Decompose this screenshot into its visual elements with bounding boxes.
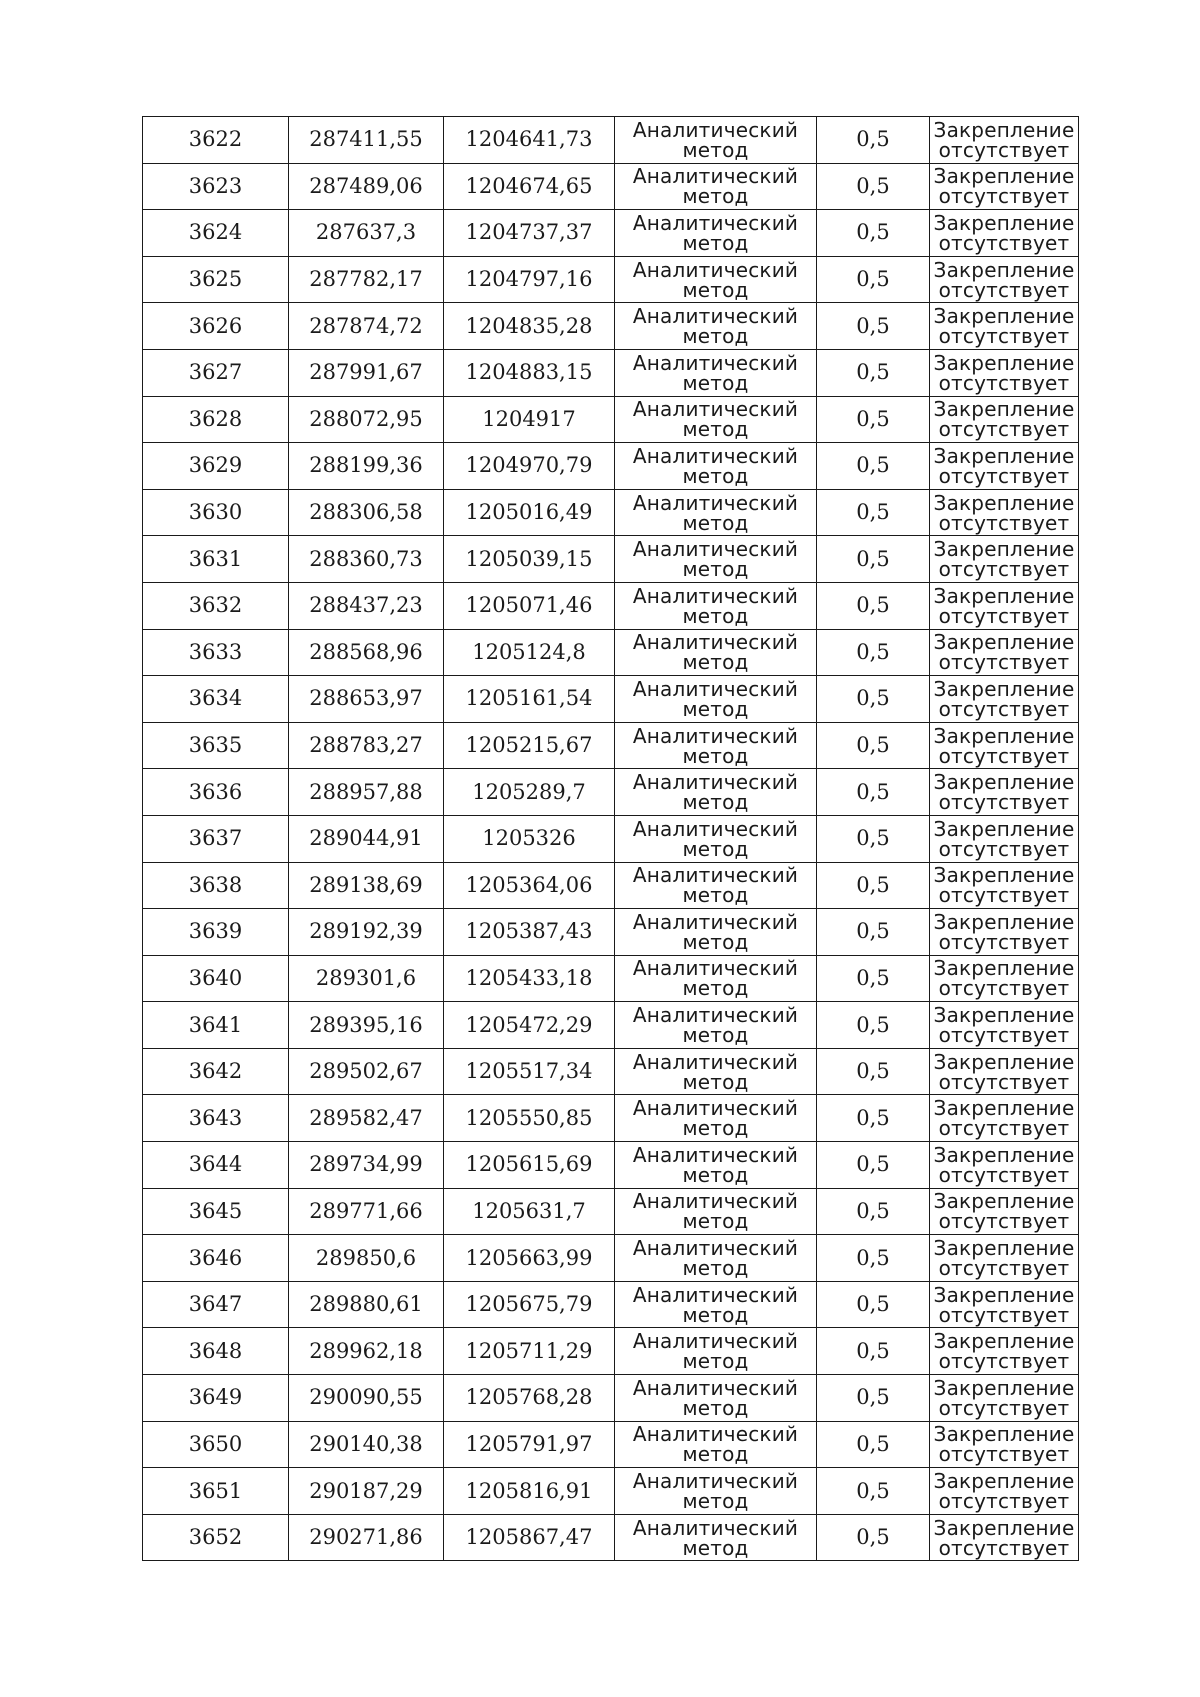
table-row (143, 582, 1079, 629)
cell-point-number: 3630 (143, 489, 289, 536)
cell-x-coordinate: 288072,95 (289, 396, 444, 443)
cell-fixing-status: Закрепление отсутствует (930, 163, 1079, 210)
cell-x-coordinate: 288653,97 (289, 676, 444, 723)
cell-accuracy: 0,5 (817, 349, 930, 396)
table-row (143, 629, 1079, 676)
cell-fixing-status: Закрепление отсутствует (930, 1328, 1079, 1375)
cell-point-number: 3629 (143, 443, 289, 490)
cell-y-coordinate: 1205364,06 (444, 862, 615, 909)
table-row (143, 909, 1079, 956)
cell-point-number: 3640 (143, 955, 289, 1002)
cell-x-coordinate: 288437,23 (289, 582, 444, 629)
cell-fixing-status: Закрепление отсутствует (930, 489, 1079, 536)
table-row (143, 815, 1079, 862)
cell-point-number: 3631 (143, 536, 289, 583)
cell-x-coordinate: 287637,3 (289, 210, 444, 257)
cell-x-coordinate: 288199,36 (289, 443, 444, 490)
cell-point-number: 3641 (143, 1002, 289, 1049)
cell-fixing-status: Закрепление отсутствует (930, 1281, 1079, 1328)
cell-method: Аналитический метод (615, 1281, 817, 1328)
cell-method: Аналитический метод (615, 443, 817, 490)
cell-fixing-status: Закрепление отсутствует (930, 1188, 1079, 1235)
cell-method: Аналитический метод (615, 955, 817, 1002)
cell-fixing-status: Закрепление отсутствует (930, 443, 1079, 490)
table-row (143, 117, 1079, 164)
cell-y-coordinate: 1204641,73 (444, 117, 615, 164)
table-row (143, 1421, 1079, 1468)
cell-method: Аналитический метод (615, 1142, 817, 1189)
cell-accuracy: 0,5 (817, 1468, 930, 1515)
cell-y-coordinate: 1205517,34 (444, 1048, 615, 1095)
table-row (143, 1375, 1079, 1422)
cell-fixing-status: Закрепление отсутствует (930, 862, 1079, 909)
cell-method: Аналитический метод (615, 1375, 817, 1422)
cell-x-coordinate: 289771,66 (289, 1188, 444, 1235)
cell-method: Аналитический метод (615, 163, 817, 210)
table-row (143, 676, 1079, 723)
cell-fixing-status: Закрепление отсутствует (930, 1421, 1079, 1468)
cell-x-coordinate: 287411,55 (289, 117, 444, 164)
cell-method: Аналитический метод (615, 676, 817, 723)
cell-x-coordinate: 289138,69 (289, 862, 444, 909)
cell-fixing-status: Закрепление отсутствует (930, 909, 1079, 956)
cell-point-number: 3648 (143, 1328, 289, 1375)
cell-x-coordinate: 289192,39 (289, 909, 444, 956)
cell-fixing-status: Закрепление отсутствует (930, 676, 1079, 723)
cell-y-coordinate: 1205472,29 (444, 1002, 615, 1049)
table-row (143, 303, 1079, 350)
cell-fixing-status: Закрепление отсутствует (930, 536, 1079, 583)
cell-accuracy: 0,5 (817, 1095, 930, 1142)
table-row (143, 722, 1079, 769)
cell-y-coordinate: 1205039,15 (444, 536, 615, 583)
cell-method: Аналитический метод (615, 303, 817, 350)
cell-x-coordinate: 288568,96 (289, 629, 444, 676)
cell-accuracy: 0,5 (817, 443, 930, 490)
cell-x-coordinate: 289301,6 (289, 955, 444, 1002)
cell-y-coordinate: 1204970,79 (444, 443, 615, 490)
table-row (143, 1095, 1079, 1142)
cell-y-coordinate: 1205631,7 (444, 1188, 615, 1235)
cell-accuracy: 0,5 (817, 1002, 930, 1049)
cell-x-coordinate: 289880,61 (289, 1281, 444, 1328)
cell-method: Аналитический метод (615, 1328, 817, 1375)
table-row (143, 443, 1079, 490)
cell-accuracy: 0,5 (817, 1048, 930, 1095)
cell-method: Аналитический метод (615, 1188, 817, 1235)
table-body (143, 117, 1079, 1561)
cell-fixing-status: Закрепление отсутствует (930, 1514, 1079, 1561)
table-row (143, 536, 1079, 583)
cell-x-coordinate: 289850,6 (289, 1235, 444, 1282)
cell-x-coordinate: 287489,06 (289, 163, 444, 210)
cell-y-coordinate: 1205016,49 (444, 489, 615, 536)
cell-y-coordinate: 1205663,99 (444, 1235, 615, 1282)
cell-accuracy: 0,5 (817, 1235, 930, 1282)
cell-method: Аналитический метод (615, 582, 817, 629)
cell-point-number: 3623 (143, 163, 289, 210)
cell-accuracy: 0,5 (817, 815, 930, 862)
table-row (143, 396, 1079, 443)
cell-accuracy: 0,5 (817, 1328, 930, 1375)
cell-method: Аналитический метод (615, 1421, 817, 1468)
cell-x-coordinate: 288360,73 (289, 536, 444, 583)
cell-accuracy: 0,5 (817, 722, 930, 769)
cell-accuracy: 0,5 (817, 769, 930, 816)
table-row (143, 1188, 1079, 1235)
cell-y-coordinate: 1205711,29 (444, 1328, 615, 1375)
table-row (143, 489, 1079, 536)
cell-x-coordinate: 290140,38 (289, 1421, 444, 1468)
cell-method: Аналитический метод (615, 396, 817, 443)
cell-x-coordinate: 289502,67 (289, 1048, 444, 1095)
table-row (143, 210, 1079, 257)
cell-accuracy: 0,5 (817, 1281, 930, 1328)
cell-y-coordinate: 1204883,15 (444, 349, 615, 396)
cell-point-number: 3624 (143, 210, 289, 257)
table-row (143, 955, 1079, 1002)
cell-fixing-status: Закрепление отсутствует (930, 769, 1079, 816)
cell-fixing-status: Закрепление отсутствует (930, 1468, 1079, 1515)
cell-accuracy: 0,5 (817, 1375, 930, 1422)
table-row (143, 862, 1079, 909)
cell-fixing-status: Закрепление отсутствует (930, 722, 1079, 769)
cell-method: Аналитический метод (615, 117, 817, 164)
cell-fixing-status: Закрепление отсутствует (930, 303, 1079, 350)
cell-y-coordinate: 1204797,16 (444, 256, 615, 303)
cell-accuracy: 0,5 (817, 1421, 930, 1468)
cell-accuracy: 0,5 (817, 1514, 930, 1561)
cell-y-coordinate: 1205289,7 (444, 769, 615, 816)
cell-method: Аналитический метод (615, 909, 817, 956)
cell-point-number: 3625 (143, 256, 289, 303)
cell-fixing-status: Закрепление отсутствует (930, 1235, 1079, 1282)
cell-y-coordinate: 1205550,85 (444, 1095, 615, 1142)
cell-point-number: 3644 (143, 1142, 289, 1189)
cell-fixing-status: Закрепление отсутствует (930, 210, 1079, 257)
cell-point-number: 3647 (143, 1281, 289, 1328)
cell-accuracy: 0,5 (817, 676, 930, 723)
table-row (143, 349, 1079, 396)
cell-point-number: 3636 (143, 769, 289, 816)
cell-y-coordinate: 1204835,28 (444, 303, 615, 350)
cell-fixing-status: Закрепление отсутствует (930, 815, 1079, 862)
cell-method: Аналитический метод (615, 210, 817, 257)
cell-point-number: 3628 (143, 396, 289, 443)
table-row (143, 256, 1079, 303)
cell-accuracy: 0,5 (817, 536, 930, 583)
cell-method: Аналитический метод (615, 1468, 817, 1515)
cell-accuracy: 0,5 (817, 582, 930, 629)
cell-method: Аналитический метод (615, 1235, 817, 1282)
cell-y-coordinate: 1205161,54 (444, 676, 615, 723)
cell-x-coordinate: 290090,55 (289, 1375, 444, 1422)
cell-point-number: 3642 (143, 1048, 289, 1095)
cell-x-coordinate: 288783,27 (289, 722, 444, 769)
cell-accuracy: 0,5 (817, 955, 930, 1002)
table-row (143, 769, 1079, 816)
cell-point-number: 3635 (143, 722, 289, 769)
cell-accuracy: 0,5 (817, 629, 930, 676)
cell-point-number: 3651 (143, 1468, 289, 1515)
table-row (143, 1514, 1079, 1561)
cell-method: Аналитический метод (615, 722, 817, 769)
cell-y-coordinate: 1205791,97 (444, 1421, 615, 1468)
cell-method: Аналитический метод (615, 862, 817, 909)
cell-y-coordinate: 1205387,43 (444, 909, 615, 956)
cell-method: Аналитический метод (615, 769, 817, 816)
cell-accuracy: 0,5 (817, 256, 930, 303)
table-row (143, 1048, 1079, 1095)
cell-y-coordinate: 1205071,46 (444, 582, 615, 629)
cell-x-coordinate: 287874,72 (289, 303, 444, 350)
cell-accuracy: 0,5 (817, 210, 930, 257)
cell-x-coordinate: 287991,67 (289, 349, 444, 396)
cell-method: Аналитический метод (615, 1048, 817, 1095)
cell-point-number: 3626 (143, 303, 289, 350)
cell-fixing-status: Закрепление отсутствует (930, 256, 1079, 303)
cell-accuracy: 0,5 (817, 489, 930, 536)
table-row (143, 1002, 1079, 1049)
cell-y-coordinate: 1205615,69 (444, 1142, 615, 1189)
cell-x-coordinate: 287782,17 (289, 256, 444, 303)
cell-y-coordinate: 1205768,28 (444, 1375, 615, 1422)
cell-fixing-status: Закрепление отсутствует (930, 629, 1079, 676)
cell-point-number: 3633 (143, 629, 289, 676)
cell-accuracy: 0,5 (817, 1188, 930, 1235)
cell-fixing-status: Закрепление отсутствует (930, 1142, 1079, 1189)
cell-fixing-status: Закрепление отсутствует (930, 582, 1079, 629)
cell-point-number: 3639 (143, 909, 289, 956)
table-row (143, 1468, 1079, 1515)
cell-x-coordinate: 290271,86 (289, 1514, 444, 1561)
table-row (143, 1328, 1079, 1375)
cell-x-coordinate: 290187,29 (289, 1468, 444, 1515)
coordinates-table (142, 116, 1079, 1561)
cell-x-coordinate: 289734,99 (289, 1142, 444, 1189)
cell-fixing-status: Закрепление отсутствует (930, 1048, 1079, 1095)
cell-x-coordinate: 289582,47 (289, 1095, 444, 1142)
cell-fixing-status: Закрепление отсутствует (930, 396, 1079, 443)
cell-method: Аналитический метод (615, 1095, 817, 1142)
cell-method: Аналитический метод (615, 815, 817, 862)
cell-accuracy: 0,5 (817, 396, 930, 443)
cell-point-number: 3646 (143, 1235, 289, 1282)
cell-accuracy: 0,5 (817, 303, 930, 350)
cell-y-coordinate: 1204917 (444, 396, 615, 443)
cell-y-coordinate: 1205326 (444, 815, 615, 862)
cell-accuracy: 0,5 (817, 117, 930, 164)
cell-fixing-status: Закрепление отсутствует (930, 349, 1079, 396)
cell-y-coordinate: 1205675,79 (444, 1281, 615, 1328)
cell-x-coordinate: 289044,91 (289, 815, 444, 862)
cell-accuracy: 0,5 (817, 909, 930, 956)
cell-x-coordinate: 289395,16 (289, 1002, 444, 1049)
cell-y-coordinate: 1205124,8 (444, 629, 615, 676)
cell-point-number: 3622 (143, 117, 289, 164)
cell-method: Аналитический метод (615, 349, 817, 396)
cell-point-number: 3643 (143, 1095, 289, 1142)
table-row (143, 1235, 1079, 1282)
cell-fixing-status: Закрепление отсутствует (930, 1375, 1079, 1422)
table-row (143, 1142, 1079, 1189)
table-row (143, 163, 1079, 210)
cell-y-coordinate: 1205867,47 (444, 1514, 615, 1561)
cell-y-coordinate: 1205816,91 (444, 1468, 615, 1515)
cell-method: Аналитический метод (615, 489, 817, 536)
cell-fixing-status: Закрепление отсутствует (930, 955, 1079, 1002)
cell-fixing-status: Закрепление отсутствует (930, 1002, 1079, 1049)
cell-fixing-status: Закрепление отсутствует (930, 117, 1079, 164)
cell-point-number: 3638 (143, 862, 289, 909)
cell-y-coordinate: 1204674,65 (444, 163, 615, 210)
cell-point-number: 3649 (143, 1375, 289, 1422)
cell-x-coordinate: 289962,18 (289, 1328, 444, 1375)
cell-accuracy: 0,5 (817, 1142, 930, 1189)
cell-y-coordinate: 1204737,37 (444, 210, 615, 257)
cell-point-number: 3652 (143, 1514, 289, 1561)
cell-y-coordinate: 1205433,18 (444, 955, 615, 1002)
cell-method: Аналитический метод (615, 1002, 817, 1049)
cell-point-number: 3627 (143, 349, 289, 396)
cell-method: Аналитический метод (615, 536, 817, 583)
cell-x-coordinate: 288306,58 (289, 489, 444, 536)
cell-point-number: 3634 (143, 676, 289, 723)
cell-method: Аналитический метод (615, 1514, 817, 1561)
cell-point-number: 3650 (143, 1421, 289, 1468)
cell-point-number: 3645 (143, 1188, 289, 1235)
cell-point-number: 3637 (143, 815, 289, 862)
cell-x-coordinate: 288957,88 (289, 769, 444, 816)
cell-fixing-status: Закрепление отсутствует (930, 1095, 1079, 1142)
cell-method: Аналитический метод (615, 256, 817, 303)
table-row (143, 1281, 1079, 1328)
cell-point-number: 3632 (143, 582, 289, 629)
cell-accuracy: 0,5 (817, 163, 930, 210)
cell-accuracy: 0,5 (817, 862, 930, 909)
cell-y-coordinate: 1205215,67 (444, 722, 615, 769)
cell-method: Аналитический метод (615, 629, 817, 676)
